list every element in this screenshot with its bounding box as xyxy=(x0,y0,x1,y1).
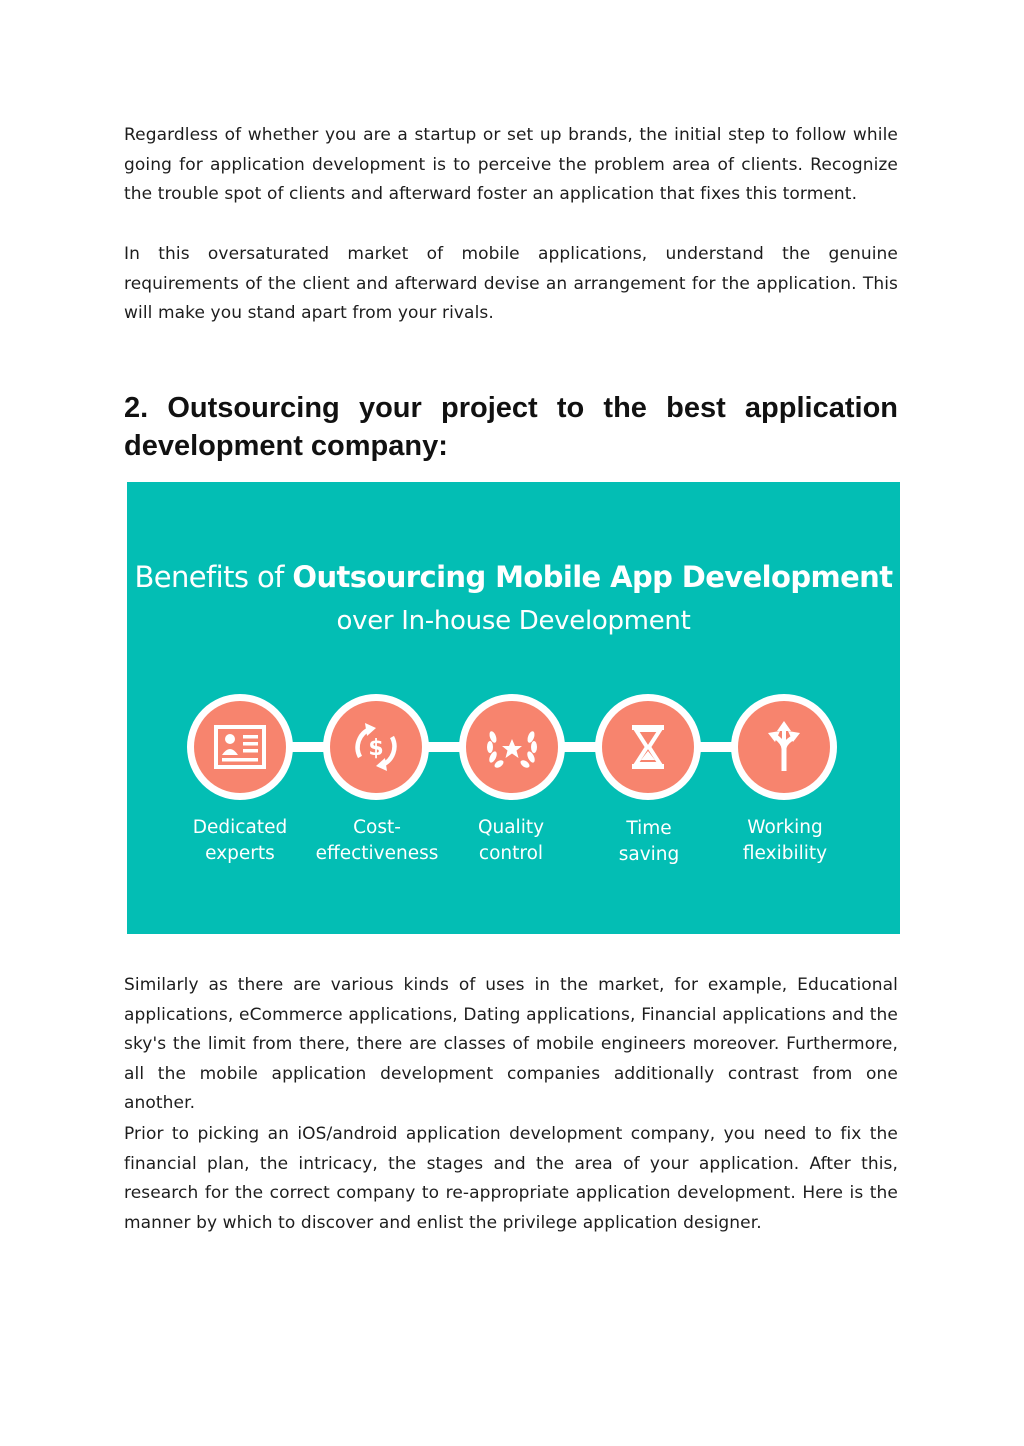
paragraph-picking: Prior to picking an iOS/android application development company, you need to fix the financial plan, the intricacy, the stages and the area of your application. After this, research for the correct company to re-appropriate application development. Here is the manner by which to discover and enlist the privilege application designer. xyxy=(124,1124,898,1233)
infographic-title-prefix: Benefits of xyxy=(134,560,293,594)
benefit-circle-time-saving xyxy=(595,694,701,800)
benefit-label-line1: Quality xyxy=(477,817,545,838)
benefit-label-line2: effectiveness xyxy=(315,843,439,864)
benefit-label-line1: Time xyxy=(626,818,672,839)
benefit-circle-working-flexibility xyxy=(731,694,837,800)
infographic-title-line xyxy=(127,560,900,594)
infographic-title-bold: Outsourcing Mobile App Development xyxy=(292,560,893,594)
laurel-star-icon xyxy=(466,701,558,793)
benefit-label-line2: flexibility xyxy=(742,843,828,864)
benefit-label-quality-control xyxy=(436,815,586,867)
benefit-circle-cost-effectiveness xyxy=(323,694,429,800)
id-card-icon xyxy=(194,701,286,793)
benefit-label-line2: control xyxy=(478,843,544,864)
benefit-circle-dedicated-experts xyxy=(187,694,293,800)
benefit-label-dedicated-experts xyxy=(165,815,315,867)
benefit-label-line1: Cost- xyxy=(353,817,401,838)
dollar-cycle-icon xyxy=(330,701,422,793)
benefit-label-time-saving xyxy=(574,816,724,868)
hourglass-icon xyxy=(602,701,694,793)
benefit-label-line2: saving xyxy=(618,844,680,865)
benefit-label-working-flexibility xyxy=(710,815,860,867)
benefit-label-cost-effectiveness xyxy=(302,815,452,867)
benefit-label-line1: Dedicated xyxy=(192,817,288,838)
diverging-arrows-icon xyxy=(738,701,830,793)
benefit-circle-quality-control xyxy=(459,694,565,800)
benefit-label-line2: experts xyxy=(205,843,275,864)
paragraph-market: In this oversaturated market of mobile applications, understand the genuine requirements of the client and afterward devise an arrangement for the application. This will make you stand apart from your rivals. xyxy=(124,244,898,324)
paragraph-intro: Regardless of whether you are a startup or set up brands, the initial step to follow while going for application development is to perceive the problem area of clients. Recognize the trouble spot of clients and afterward foster an application that fixes this torment. xyxy=(124,125,898,205)
infographic-subtitle: over In-house Development xyxy=(336,606,691,636)
paragraph-kinds: Similarly as there are various kinds of uses in the market, for example, Educational applications, eCommerce applications, Dating applications, Financial applications and the sky's the limit from there, there are classes of mobile engineers moreover. Furthermore, all the mobile application development companies additionally contrast from one another. xyxy=(124,975,898,1114)
section-heading: 2. Outsourcing your project to the best application development company: xyxy=(124,392,898,462)
benefit-label-line1: Working xyxy=(747,817,823,838)
svg-text:$: $ xyxy=(368,736,384,761)
